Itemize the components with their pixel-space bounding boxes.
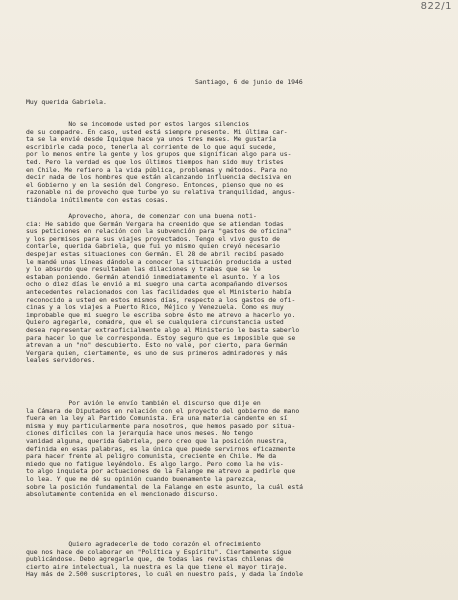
text-line: definida en esas palabras, es la única que puede servirnos eficazmente [26,444,296,453]
text-line: Por avión le envío también el discurso que dije en [26,399,261,407]
text-line: vanidad alguna, querida Gabriela, pero creo que la posición nuestra, [26,436,288,445]
text-line: misma y muy particularmente para nosotros, que hemos pasado por situa- [26,421,296,430]
paragraph-4 [26,541,444,579]
text-line: y lo absurdo que resultaban las dilaciones y trabas que se le [26,265,261,274]
text-line: para hacer frente al peligro comunista, creciente en Chile. Me da [26,452,277,461]
text-line: desea representar extraoficialmente algo al Ministerio le basta saberlo [26,325,300,334]
text-line: ted. Pero la verdad es que los últimos tiempos han sido muy tristes [26,157,284,166]
text-line: sus peticiones en relación con la subvención para "gastos de oficina" [26,227,292,236]
text-line: que nos hace de colaborar en "Política y Espíritu". Ciertamente sigue [26,547,292,556]
text-line: Hay más de 2.500 suscriptores, lo cuál en nuestro país, y dada la índole [26,570,304,579]
text-line: le mandé unas líneas dándole a conocer la situación producida a usted [26,257,292,266]
archive-code: 822/1 [420,1,452,12]
text-line: tiándola inútilmente con estas cosas. [26,195,169,204]
text-line: de su compadre. En caso, usted está siempre presente. Mi última car- [26,127,288,136]
text-line: la Cámara de Diputados en relación con el proyecto del gobierno de mano [26,406,300,415]
text-line: atrevan a un "no" descubierto. Esto no vale, por cierto, para Germán [26,341,288,350]
text-line: leales servidores. [26,356,96,365]
text-line: lo lea. Y que me dé su opinión cuando buenamente la parezca, [26,474,257,483]
text-line: improbable que mi suegro le escriba sobre ésto me atrevo a hacerlo yo. [26,310,296,319]
text-line: Quiero agradecerle de todo corazón el ofrecimiento [26,540,261,548]
text-line: cinas y a los viajes a Puerto Rico, Méjico y Venezuela. Como es muy [26,303,284,312]
text-line: absolutamente contenida en el mencionado discurso. [26,490,219,499]
text-line: despejar estas situaciones con Germán. El 28 de abril recibí pasado [26,249,284,258]
text-line: el Gobierno y en la sesión del Congreso. Entonces, pienso que no es [26,180,284,189]
paragraph-3 [26,400,444,499]
text-line: fuera en la ley al Partido Comunista. Era una materia candente en sí [26,414,288,423]
text-line: cia: He sabido que Germán Vergara ha creenido que se atiendan todas [26,219,284,228]
text-line: ocho o diez días le envió a mi suegro una carta acompañando diversos [26,280,288,289]
text-line: razonable ni de provecho que turbe yo su relativa tranquilidad, angus- [26,188,296,197]
paragraph-2 [26,213,444,365]
text-line: reconocido a usted en estos mismos días, respecto a los gastos de ofi- [26,295,296,304]
text-line: publicándose. Debo agregarle que, de todas las revistas chilenas de [26,555,284,564]
text-line: antecedentes relacionados con las facilidades que el Ministerio había [26,287,292,296]
text-line: y los permisos para sus viajes proyectados. Tengo el vivo gusto de [26,234,280,243]
text-line: Quiero agregarle, comadre, que el se cualquiera circunstancia usted [26,318,284,327]
paragraph-1 [26,121,444,205]
text-line: ciones difíciles con la jerarquía hace unos meses. No tengo [26,429,254,438]
text-line: decir nada de los hombres que están alcanzando influencia decisiva en [26,173,292,182]
salutation: Muy querida Gabriela. [26,98,107,106]
text-line: to algo inquieta por actuaciones de la Falange me atrevo a pedirle que [26,467,296,476]
text-line: No se incomode usted por estos largos silencios [26,120,250,128]
text-line: miedo que no fatigue leyéndolo. Es algo largo. Pero como la he vis- [26,459,284,468]
text-line: cierto aire intelectual, la nuestra es la que tiene el mayor tiraje. [26,562,288,571]
text-line: Vergara quien, ciertamente, es uno de sus primeros admiradores y más [26,348,288,357]
text-line: para hacer lo que le corresponda. Estoy seguro que es imposible que se [26,333,296,342]
text-line: contarle, querida Gabriela, que fui yo mismo quien creyó necesario [26,242,280,251]
text-line: escribirle cada poco, tenerla al corriente de lo que aquí sucede, [26,142,277,151]
text-line: en Chile. Me refiero a la vida pública, problemas y métodos. Para no [26,165,288,174]
text-line: ta se la envié desde Iquique hace ya unos tres meses. Me gustaría [26,135,277,144]
date-line: Santiago, 6 de junio de 1946 [195,78,303,86]
text-line: sobre la posición fundamental de la Falange en este asunto, la cuál está [26,482,304,491]
text-line: por lo menos entre la gente y los grupos que significan algo para us- [26,150,292,159]
text-line: Aprovecho, ahora, de comenzar con una buena noti- [26,212,257,220]
text-line: estaban poniendo. Germán atendió inmediatamente el asunto. Y a los [26,272,280,281]
